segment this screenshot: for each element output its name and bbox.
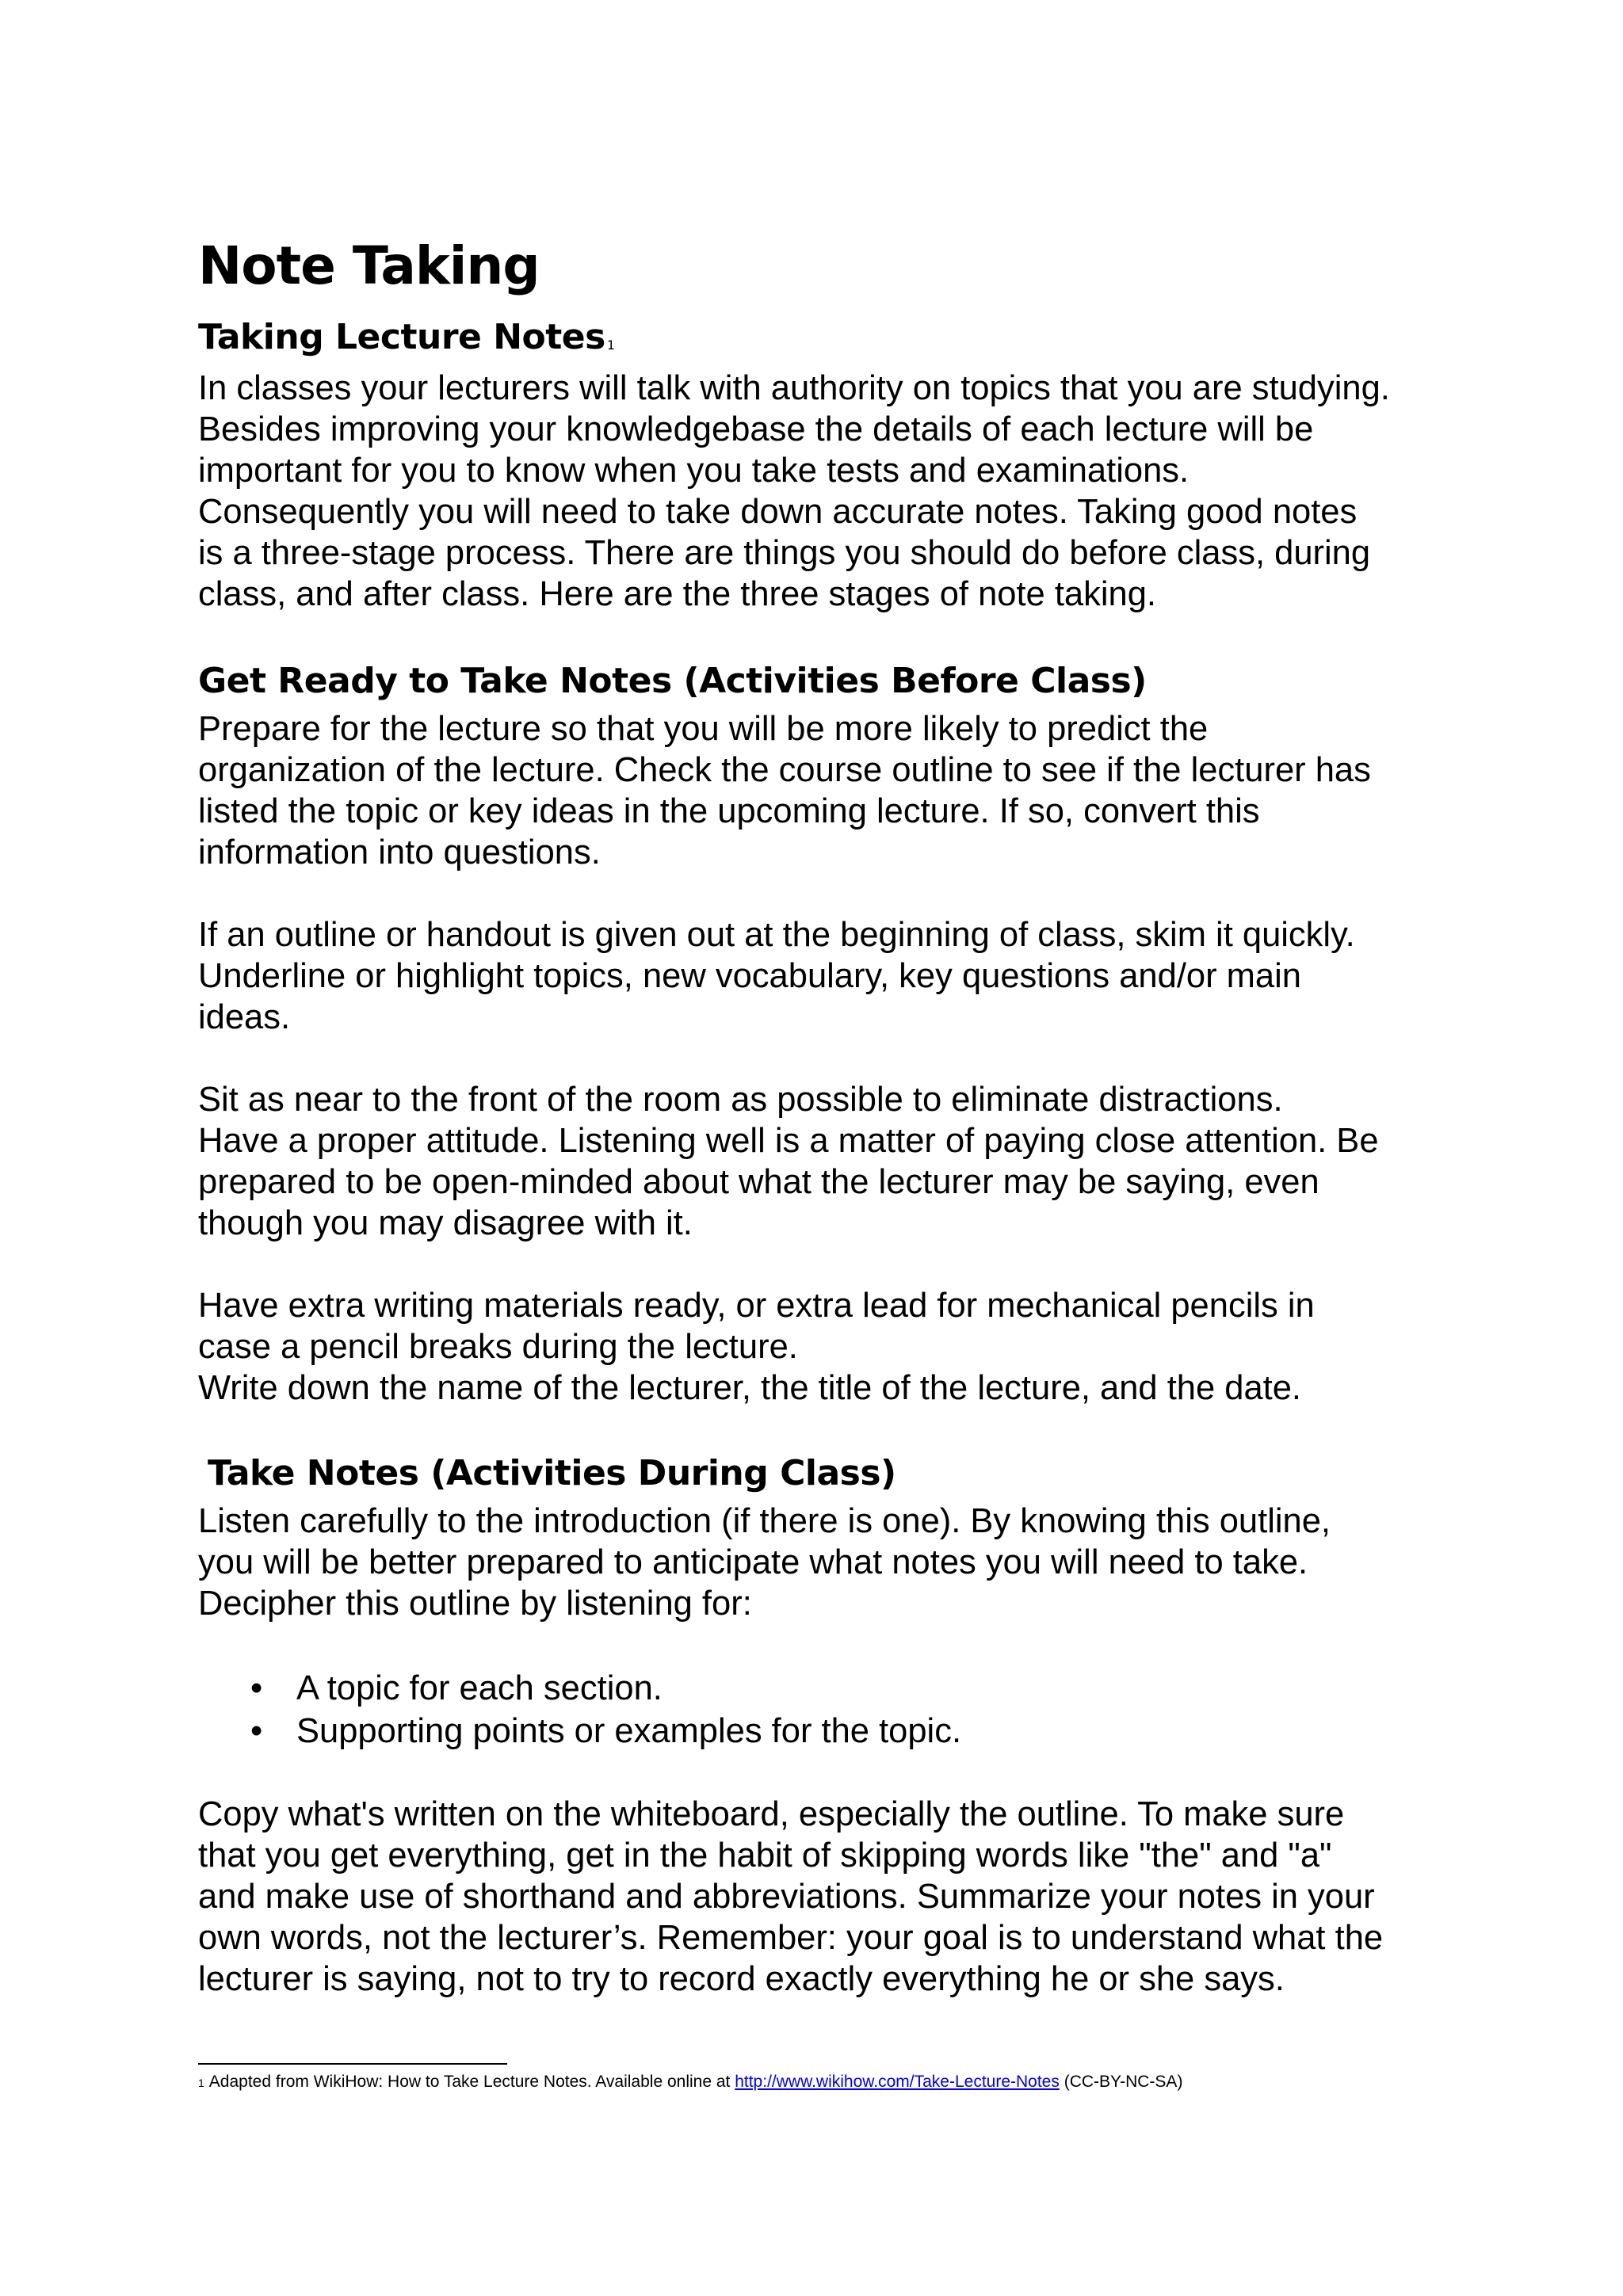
paragraph: [198, 914, 1482, 1038]
text-line: organization of the lecture. Check the course outline to see if the lecturer has: [198, 751, 1371, 789]
list-item: [198, 1710, 961, 1753]
section-heading-during-class: Take Notes (Activities During Class): [208, 1453, 896, 1493]
text-line: Write down the name of the lecturer, the title of the lecture, and the date.: [198, 1369, 1302, 1407]
text-line: lecturer is saying, not to try to record exactly everything he or she says.: [198, 1960, 1285, 1998]
text-line: In classes your lecturers will talk with authority on topics that you are studying.: [198, 369, 1390, 407]
text-line: is a three-stage process. There are things you should do before class, during: [198, 534, 1371, 572]
list-item-text: Supporting points or examples for the topic.: [296, 1712, 962, 1750]
bullet-icon: •: [250, 1712, 263, 1750]
text-line: Sit as near to the front of the room as possible to eliminate distractions.: [198, 1081, 1283, 1119]
section-heading-before-class: Get Ready to Take Notes (Activities Before Class): [198, 661, 1147, 701]
bullet-icon: •: [250, 1669, 263, 1707]
text-line: information into questions.: [198, 833, 601, 871]
footnote-text: Adapted from WikiHow: How to Take Lecture Notes. Available online at: [208, 2073, 731, 2091]
text-line: Have extra writing materials ready, or extra lead for mechanical pencils in: [198, 1287, 1315, 1325]
text-line: Prepare for the lecture so that you will be more likely to predict the: [198, 710, 1209, 748]
text-line: If an outline or handout is given out at the beginning of class, skim it quickly.: [198, 916, 1355, 954]
text-line: Decipher this outline by listening for:: [198, 1585, 752, 1623]
text-line: ideas.: [198, 998, 291, 1036]
paragraph: [198, 708, 1482, 873]
text-line: Underline or highlight topics, new vocabulary, key questions and/or main: [198, 957, 1301, 995]
intro-paragraph: [198, 368, 1482, 615]
paragraph: [198, 1285, 1482, 1409]
bullet-list: [198, 1667, 961, 1753]
footnote-reference: 1: [606, 338, 615, 353]
text-line: and make use of shorthand and abbreviations. Summarize your notes in your: [198, 1878, 1375, 1916]
page-title: Note Taking: [198, 235, 540, 296]
text-line: Consequently you will need to take down accurate notes. Taking good notes: [198, 493, 1358, 531]
footnote-mark: 1: [198, 2077, 204, 2089]
text-line: Listen carefully to the introduction (if there is one). By knowing this outline,: [198, 1502, 1331, 1540]
text-line: class, and after class. Here are the three stages of note taking.: [198, 575, 1156, 613]
paragraph: [198, 1794, 1482, 2000]
text-line: listed the topic or key ideas in the upcoming lecture. If so, convert this: [198, 792, 1260, 830]
text-line: though you may disagree with it.: [198, 1204, 693, 1242]
section-heading-text: Taking Lecture Notes: [198, 317, 605, 357]
footnote-link[interactable]: http://www.wikihow.com/Take-Lecture-Notes: [735, 2073, 1060, 2091]
list-item-text: A topic for each section.: [296, 1669, 663, 1707]
paragraph: [198, 1501, 1482, 1624]
text-line: Copy what's written on the whiteboard, especially the outline. To make sure: [198, 1795, 1345, 1833]
paragraph: [198, 1079, 1482, 1244]
footnote-license: (CC-BY-NC-SA): [1064, 2073, 1183, 2091]
text-line: you will be better prepared to anticipate what notes you will need to take.: [198, 1543, 1308, 1581]
text-line: important for you to know when you take tests and examinations.: [198, 452, 1190, 490]
text-line: prepared to be open-minded about what the lecturer may be saying, even: [198, 1163, 1319, 1201]
text-line: Have a proper attitude. Listening well is a matter of paying close attention. Be: [198, 1122, 1379, 1160]
footnote: [198, 2071, 1182, 2094]
section-heading-taking-lecture-notes: [198, 315, 615, 360]
list-item: [198, 1667, 961, 1710]
text-line: case a pencil breaks during the lecture.: [198, 1328, 798, 1366]
footnote-divider: [198, 2063, 507, 2065]
text-line: that you get everything, get in the habit of skipping words like "the" and "a": [198, 1836, 1332, 1875]
text-line: own words, not the lecturer’s. Remember: your goal is to understand what the: [198, 1919, 1384, 1957]
text-line: Besides improving your knowledgebase the details of each lecture will be: [198, 410, 1314, 448]
